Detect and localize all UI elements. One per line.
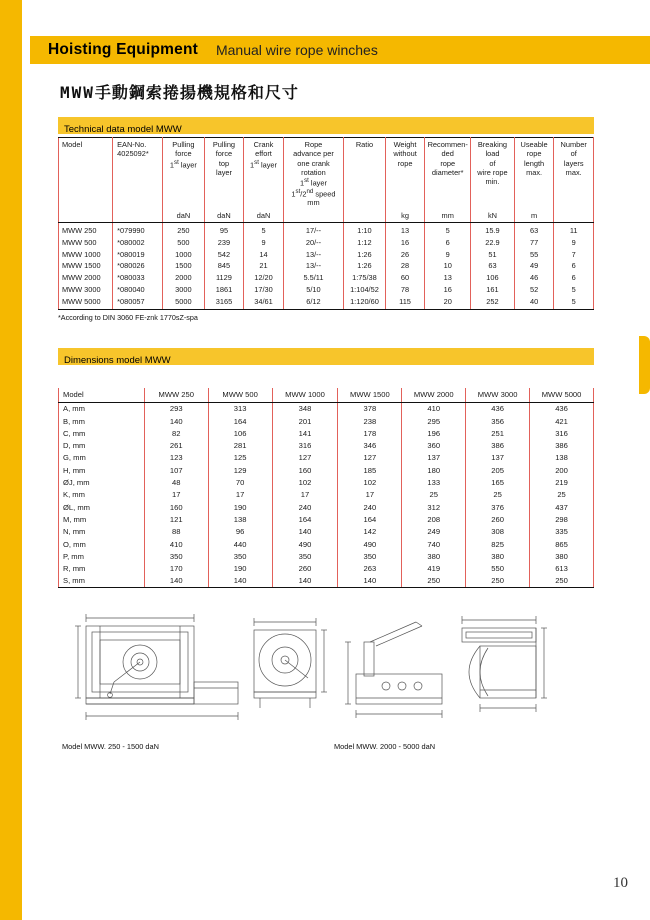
dimensions-table-cell: 160	[272, 464, 338, 476]
page-number: 10	[613, 875, 628, 891]
technical-table-unit-cell: mm	[425, 210, 471, 223]
dimensions-table-cell: 190	[208, 563, 272, 575]
technical-table-cell: 63	[514, 222, 554, 236]
technical-table-cell: 2000	[163, 272, 205, 284]
dimensions-table-cell: 613	[530, 563, 594, 575]
technical-table-cell: 5000	[163, 296, 205, 310]
technical-table-header-cell: Weight without rope	[385, 138, 425, 210]
table-row	[59, 526, 594, 538]
table-row	[59, 538, 594, 550]
technical-table-cell: 13/--	[283, 248, 343, 260]
dimensions-table-cell: 164	[208, 415, 272, 427]
technical-table-unit-cell: kg	[385, 210, 425, 223]
table-row	[59, 575, 594, 587]
dimensions-table-cell: 316	[272, 440, 338, 452]
technical-table-cell: *080026	[113, 260, 163, 272]
dimensions-table-cell: 178	[338, 427, 402, 439]
dimensions-table-cell: 138	[208, 513, 272, 525]
table-row	[59, 476, 594, 488]
technical-table-unit-cell: daN	[163, 210, 205, 223]
dimensions-table-cell: 219	[530, 476, 594, 488]
dimensions-table-cell: 180	[402, 464, 466, 476]
technical-table-cell: 20/--	[283, 236, 343, 248]
dimensions-row-label: ØJ, mm	[59, 476, 145, 488]
dimensions-table-cell: 350	[144, 550, 208, 562]
technical-table-header-cell: Recommen- ded rope diameter*	[425, 138, 471, 210]
technical-table-cell: 7	[554, 248, 594, 260]
dimensions-table-cell: 380	[466, 550, 530, 562]
technical-table-cell: 21	[244, 260, 284, 272]
technical-table-header-cell: Breaking load of wire rope min.	[471, 138, 515, 210]
technical-table-cell: 63	[471, 260, 515, 272]
technical-table-cell: 542	[204, 248, 244, 260]
dimensions-table-cell: 140	[144, 415, 208, 427]
dimensions-table-cell: 410	[144, 538, 208, 550]
technical-table-unit-cell	[59, 210, 113, 223]
technical-table-cell: 55	[514, 248, 554, 260]
dimensions-table-cell: 140	[208, 575, 272, 587]
technical-table-cell: 12/20	[244, 272, 284, 284]
dimensions-table-cell: 140	[272, 575, 338, 587]
technical-table-cell: MWW 250	[59, 222, 113, 236]
technical-table-unit-cell: kN	[471, 210, 515, 223]
dimensions-row-label: K, mm	[59, 489, 145, 501]
technical-table-cell: 5.5/11	[283, 272, 343, 284]
technical-table-unit-cell: daN	[204, 210, 244, 223]
technical-table-cell: 106	[471, 272, 515, 284]
technical-table-units-row	[59, 210, 594, 223]
dimensions-row-label: M, mm	[59, 513, 145, 525]
right-edge-tab	[639, 336, 650, 394]
dimensions-table-cell: 25	[402, 489, 466, 501]
dimensions-table-cell: 240	[272, 501, 338, 513]
dimensions-table-cell: 335	[530, 526, 594, 538]
table-row	[59, 513, 594, 525]
table-row	[59, 440, 594, 452]
technical-table-unit-cell	[554, 210, 594, 223]
technical-table-unit-cell	[283, 210, 343, 223]
table-row	[59, 402, 594, 415]
dimensions-table-cell: 740	[402, 538, 466, 550]
dimensions-table-header-cell: MWW 5000	[530, 388, 594, 402]
dimensions-table-cell: 295	[402, 415, 466, 427]
technical-table-cell: 17/30	[244, 284, 284, 296]
dimensions-table-cell: 137	[466, 452, 530, 464]
dimensions-table-cell: 17	[272, 489, 338, 501]
dimensions-table-cell: 360	[402, 440, 466, 452]
dimensions-table-cell: 88	[144, 526, 208, 538]
technical-table-header-cell: Crank effort 1st layer	[244, 138, 284, 210]
header-title: Hoisting Equipment	[48, 41, 198, 58]
table-row	[59, 222, 594, 236]
technical-table-cell: 5/10	[283, 284, 343, 296]
technical-table-header-cell: Number of layers max.	[554, 138, 594, 210]
technical-table-cell: 3000	[163, 284, 205, 296]
technical-table-cell: 13/--	[283, 260, 343, 272]
table-row	[59, 464, 594, 476]
technical-table-cell: 5	[554, 296, 594, 310]
technical-table-cell: *079990	[113, 222, 163, 236]
dimensions-table-cell: 140	[338, 575, 402, 587]
table-row	[59, 272, 594, 284]
technical-table-cell: 11	[554, 222, 594, 236]
dimensions-table-cell: 70	[208, 476, 272, 488]
technical-table-cell: 14	[244, 248, 284, 260]
technical-table-cell: 22.9	[471, 236, 515, 248]
technical-table-cell: 51	[471, 248, 515, 260]
technical-table-cell: 60	[385, 272, 425, 284]
technical-table-cell: 26	[385, 248, 425, 260]
technical-table-cell: MWW 1500	[59, 260, 113, 272]
technical-table-cell: 1:26	[344, 248, 386, 260]
dimensions-table-cell: 123	[144, 452, 208, 464]
dimensions-table-cell: 410	[402, 402, 466, 415]
technical-table-cell: 95	[204, 222, 244, 236]
technical-table-cell: 28	[385, 260, 425, 272]
dimensions-table-cell: 378	[338, 402, 402, 415]
drawing-right-caption: Model MWW. 2000 - 5000 daN	[334, 742, 436, 751]
dimensions-table-cell: 348	[272, 402, 338, 415]
technical-table-cell: 13	[425, 272, 471, 284]
dimensions-table-cell: 436	[530, 402, 594, 415]
technical-table-cell: 845	[204, 260, 244, 272]
technical-table-header-cell: Model	[59, 138, 113, 210]
technical-table-cell: 6	[425, 236, 471, 248]
dimensions-table-cell: 82	[144, 427, 208, 439]
technical-table-cell: 1:26	[344, 260, 386, 272]
table-row	[59, 260, 594, 272]
technical-table-header-cell: Pulling force 1st layer	[163, 138, 205, 210]
dimensions-table-cell: 165	[466, 476, 530, 488]
page-title	[60, 80, 299, 103]
dimensions-table-cell: 250	[402, 575, 466, 587]
dimensions-table-cell: 102	[272, 476, 338, 488]
dimensions-table-cell: 138	[530, 452, 594, 464]
technical-data-table	[58, 137, 594, 309]
technical-table-cell: 78	[385, 284, 425, 296]
table-row	[59, 452, 594, 464]
technical-table-cell: MWW 1000	[59, 248, 113, 260]
dimensions-table-cell: 142	[338, 526, 402, 538]
dimensions-row-label: G, mm	[59, 452, 145, 464]
dimensions-table-cell: 490	[272, 538, 338, 550]
page-title-model: MWW	[60, 83, 95, 102]
technical-table-cell: *080002	[113, 236, 163, 248]
dimensions-table-cell: 127	[338, 452, 402, 464]
technical-table-cell: 46	[514, 272, 554, 284]
drawing-left-caption: Model MWW. 250 - 1500 daN	[62, 742, 159, 751]
dimensions-table-header-cell: MWW 250	[144, 388, 208, 402]
section-band-dimensions-label: Dimensions model MWW	[64, 355, 171, 366]
technical-table-cell: 15.9	[471, 222, 515, 236]
technical-table-bottom-rule	[58, 309, 594, 310]
dimensions-table-cell: 164	[272, 513, 338, 525]
table-row	[59, 489, 594, 501]
technical-table-cell: 52	[514, 284, 554, 296]
dimensions-table-cell: 421	[530, 415, 594, 427]
technical-table-cell: 1129	[204, 272, 244, 284]
technical-table-cell: 1:75/38	[344, 272, 386, 284]
technical-table-header-cell: Ratio	[344, 138, 386, 210]
dimensions-table-cell: 140	[144, 575, 208, 587]
dimensions-table-cell: 25	[530, 489, 594, 501]
dimensions-table-cell: 125	[208, 452, 272, 464]
dimensions-table-header-cell: MWW 2000	[402, 388, 466, 402]
page-title-text: 手動鋼索捲揚機規格和尺寸	[94, 83, 299, 102]
dimensions-table-cell: 200	[530, 464, 594, 476]
dimensions-table-cell: 313	[208, 402, 272, 415]
table-row	[59, 296, 594, 310]
dimensions-table-cell: 251	[466, 427, 530, 439]
dimensions-table-cell: 17	[208, 489, 272, 501]
dimensions-table-cell: 386	[466, 440, 530, 452]
technical-table-header-cell: Useable rope length max.	[514, 138, 554, 210]
table-row	[59, 415, 594, 427]
dimensions-table-cell: 102	[338, 476, 402, 488]
dimensions-table-cell: 293	[144, 402, 208, 415]
dimensions-table-cell: 17	[144, 489, 208, 501]
dimensions-table-cell: 298	[530, 513, 594, 525]
technical-table-cell: 252	[471, 296, 515, 310]
table-row	[59, 248, 594, 260]
technical-table-cell: 13	[385, 222, 425, 236]
dimensions-table-bottom-rule	[58, 587, 594, 588]
dimensions-row-label: S, mm	[59, 575, 145, 587]
dimensions-table-cell: 281	[208, 440, 272, 452]
dimensions-table-cell: 550	[466, 563, 530, 575]
dimensions-table-cell: 141	[272, 427, 338, 439]
technical-table-cell: 16	[385, 236, 425, 248]
dimensions-table-cell: 490	[338, 538, 402, 550]
technical-table-cell: 20	[425, 296, 471, 310]
technical-table-cell: MWW 5000	[59, 296, 113, 310]
dimensions-table-cell: 129	[208, 464, 272, 476]
dimensions-table-cell: 436	[466, 402, 530, 415]
dimensions-table-cell: 312	[402, 501, 466, 513]
technical-table-cell: 1:10	[344, 222, 386, 236]
technical-table-unit-cell	[344, 210, 386, 223]
dimensions-table-cell: 825	[466, 538, 530, 550]
dimensions-table-cell: 196	[402, 427, 466, 439]
dimensions-table-cell: 356	[466, 415, 530, 427]
table-row	[59, 427, 594, 439]
dimensions-table-cell: 133	[402, 476, 466, 488]
dimensions-table-cell: 240	[338, 501, 402, 513]
dimensions-table-cell: 190	[208, 501, 272, 513]
dimensions-table-cell: 380	[402, 550, 466, 562]
dimensions-table-cell: 121	[144, 513, 208, 525]
dimensions-table-cell: 440	[208, 538, 272, 550]
technical-table-cell: MWW 2000	[59, 272, 113, 284]
dimensions-table-cell: 260	[272, 563, 338, 575]
dimensions-row-label: N, mm	[59, 526, 145, 538]
dimensions-table-cell: 208	[402, 513, 466, 525]
dimensions-row-label: H, mm	[59, 464, 145, 476]
technical-table-cell: 3165	[204, 296, 244, 310]
dimensions-table-cell: 419	[402, 563, 466, 575]
dimensions-table-cell: 260	[466, 513, 530, 525]
technical-table-cell: *080057	[113, 296, 163, 310]
dimensions-table-cell: 386	[530, 440, 594, 452]
dimensions-table-header-cell: Model	[59, 388, 145, 402]
technical-table-header-row	[59, 138, 594, 210]
technical-table-cell: 6/12	[283, 296, 343, 310]
technical-table-cell: 10	[425, 260, 471, 272]
dimensions-table-cell: 106	[208, 427, 272, 439]
dimensions-table-cell: 263	[338, 563, 402, 575]
technical-table-header-cell: Pulling force top layer	[204, 138, 244, 210]
dimensions-table-cell: 238	[338, 415, 402, 427]
technical-table-unit-cell: m	[514, 210, 554, 223]
technical-table-cell: 9	[425, 248, 471, 260]
dimensions-table-cell: 127	[272, 452, 338, 464]
technical-table-cell: *080040	[113, 284, 163, 296]
header-subtitle: Manual wire rope winches	[215, 42, 378, 58]
dimensions-row-label: A, mm	[59, 402, 145, 415]
technical-table-cell: 1000	[163, 248, 205, 260]
technical-table-cell: *080019	[113, 248, 163, 260]
technical-table-cell: 9	[554, 236, 594, 248]
dimensions-table-header-row	[59, 388, 594, 402]
dimensions-table-cell: 48	[144, 476, 208, 488]
technical-table-cell: 1861	[204, 284, 244, 296]
dimensions-table-cell: 160	[144, 501, 208, 513]
technical-table-cell: 49	[514, 260, 554, 272]
dimensions-table-cell: 437	[530, 501, 594, 513]
dimensions-table-cell: 380	[530, 550, 594, 562]
dimensions-row-label: B, mm	[59, 415, 145, 427]
dimensions-row-label: D, mm	[59, 440, 145, 452]
dimensions-table	[58, 388, 594, 587]
table-row	[59, 501, 594, 513]
dimensions-table-header-cell: MWW 1500	[338, 388, 402, 402]
header	[48, 38, 378, 62]
technical-table-cell: 1:120/60	[344, 296, 386, 310]
dimensions-table-cell: 170	[144, 563, 208, 575]
technical-table-cell: 34/61	[244, 296, 284, 310]
dimensions-table-cell: 96	[208, 526, 272, 538]
dimensions-row-label: ØL, mm	[59, 501, 145, 513]
dimensions-table-cell: 185	[338, 464, 402, 476]
technical-table-cell: 16	[425, 284, 471, 296]
dimensions-row-label: R, mm	[59, 563, 145, 575]
dimensions-table-cell: 107	[144, 464, 208, 476]
dimensions-row-label: P, mm	[59, 550, 145, 562]
technical-table-cell: 115	[385, 296, 425, 310]
section-band-technical	[58, 117, 594, 134]
dimensions-table-cell: 250	[530, 575, 594, 587]
dimensions-table-cell: 350	[208, 550, 272, 562]
table-row	[59, 236, 594, 248]
drawing-right-large-winch	[340, 608, 590, 733]
technical-table-header-cell: Rope advance per one crank rotation 1st layer 1st/2nd speed mm	[283, 138, 343, 210]
dimensions-table-cell: 205	[466, 464, 530, 476]
technical-table-cell: 17/--	[283, 222, 343, 236]
dimensions-table-cell: 316	[530, 427, 594, 439]
dimensions-table-cell: 201	[272, 415, 338, 427]
dimensions-table-cell: 164	[338, 513, 402, 525]
technical-table-cell: 5	[554, 284, 594, 296]
technical-table-unit-cell	[113, 210, 163, 223]
technical-table-unit-cell: daN	[244, 210, 284, 223]
table-row	[59, 550, 594, 562]
technical-table-cell: *080033	[113, 272, 163, 284]
drawing-left-small-winch	[70, 608, 330, 733]
technical-table-cell: 239	[204, 236, 244, 248]
technical-table-cell: 6	[554, 260, 594, 272]
technical-table-cell: 40	[514, 296, 554, 310]
technical-table-cell: 77	[514, 236, 554, 248]
dimensions-table-cell: 350	[272, 550, 338, 562]
dimensions-table-cell: 346	[338, 440, 402, 452]
section-band-technical-label: Technical data model MWW	[64, 124, 182, 135]
dimensions-table-cell: 308	[466, 526, 530, 538]
technical-table-cell: 5	[425, 222, 471, 236]
technical-table-cell: 5	[244, 222, 284, 236]
dimensions-table-cell: 376	[466, 501, 530, 513]
dimensions-table-cell: 17	[338, 489, 402, 501]
technical-table-cell: 1:12	[344, 236, 386, 248]
technical-data-footnote: *According to DIN 3060 FE-znk 1770sZ-spa	[58, 313, 198, 323]
technical-table-cell: 6	[554, 272, 594, 284]
dimensions-table-cell: 250	[466, 575, 530, 587]
dimensions-table-header-cell: MWW 3000	[466, 388, 530, 402]
table-row	[59, 284, 594, 296]
dimensions-table-cell: 25	[466, 489, 530, 501]
dimensions-table-cell: 140	[272, 526, 338, 538]
technical-table-cell: 500	[163, 236, 205, 248]
left-margin-inner	[22, 0, 30, 920]
technical-table-cell: MWW 500	[59, 236, 113, 248]
table-row	[59, 563, 594, 575]
technical-table-cell: 1500	[163, 260, 205, 272]
dimensions-table-cell: 350	[338, 550, 402, 562]
dimensions-row-label: O, mm	[59, 538, 145, 550]
dimensions-table-header-cell: MWW 1000	[272, 388, 338, 402]
technical-table-cell: MWW 3000	[59, 284, 113, 296]
dimensions-table-cell: 137	[402, 452, 466, 464]
section-band-dimensions	[58, 348, 594, 365]
technical-table-cell: 1:104/52	[344, 284, 386, 296]
dimensions-table-cell: 249	[402, 526, 466, 538]
dimensions-table-cell: 865	[530, 538, 594, 550]
dimensions-table-header-cell: MWW 500	[208, 388, 272, 402]
dimensions-row-label: C, mm	[59, 427, 145, 439]
technical-table-cell: 9	[244, 236, 284, 248]
technical-table-cell: 161	[471, 284, 515, 296]
dimensions-table-cell: 261	[144, 440, 208, 452]
technical-table-header-cell: EAN-No. 4025092*	[113, 138, 163, 210]
technical-table-cell: 250	[163, 222, 205, 236]
